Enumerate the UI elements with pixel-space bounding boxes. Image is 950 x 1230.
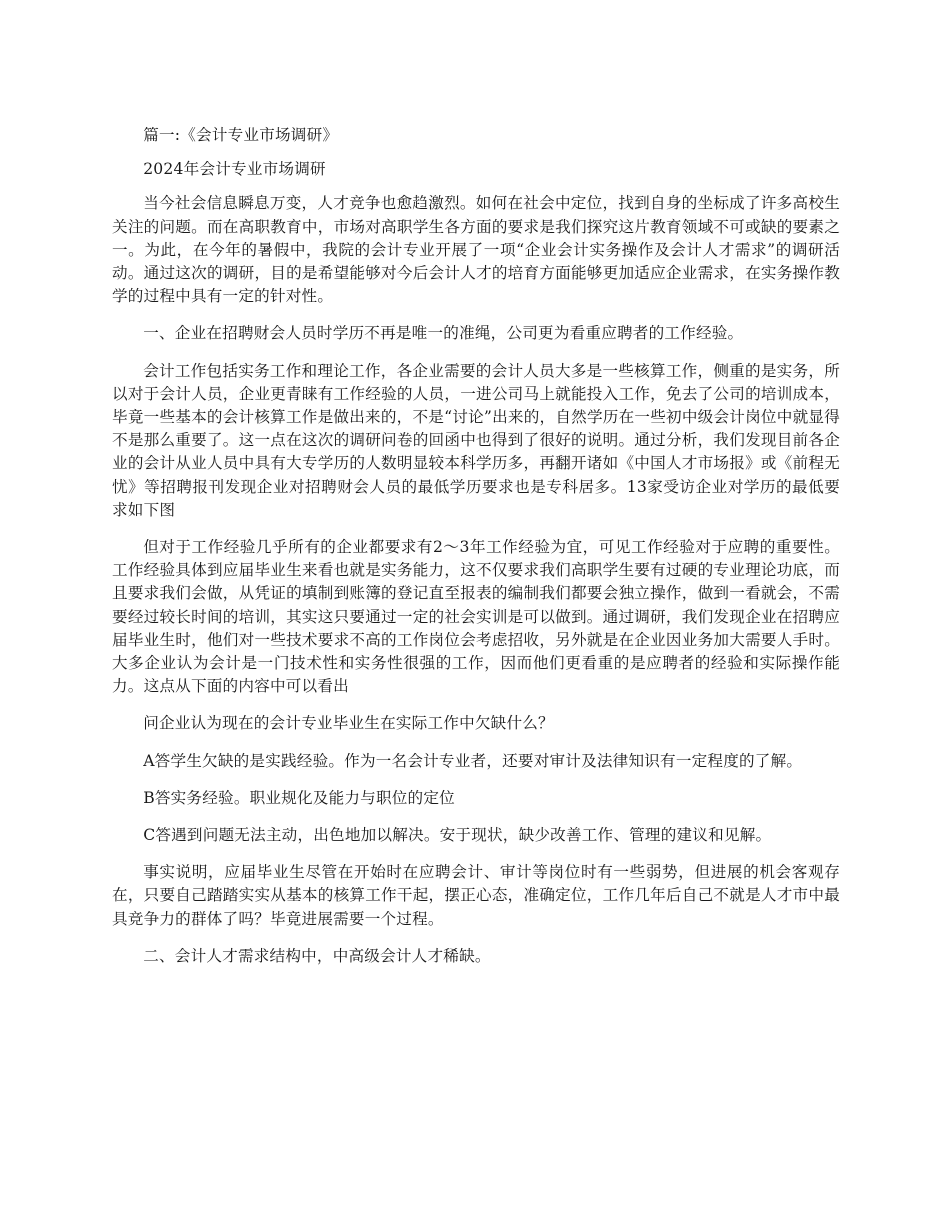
- question-text: 问企业认为现在的会计专业毕业生在实际工作中欠缺什么？: [143, 714, 554, 733]
- answer-b: B答实务经验。职业规化及能力与职位的定位: [143, 788, 455, 807]
- paragraph-accounting-work: 会计工作包括实务工作和理论工作，各企业需要的会计人员大多是一些核算工作，侧重的是实务，所以对于会计人员，企业更青睐有工作经验的人员，一进公司马上就能投入工作，免去了公司的培训成本，毕竟一些基本的会计核算工作是做出来的，不是“讨论”出来的，自然学历在一些初中级会计岗位中就显得不是那么重要了。这一点在这次的调研问卷的回函中也得到了很好的说明。通过分析，我们发现目前各企业的会计从业人员中具有大专学历的人数明显较本科学历多，再翻开诸如《中国人才市场报》或《前程无忧》等招聘报刊发现企业对招聘财会人员的最低学历要求也是专科居多。13家受访企业对学历的最低要求如下图: [112, 361, 840, 519]
- section-label: 篇一:《会计专业市场调研》: [143, 126, 339, 144]
- answer-a: A答学生欠缺的是实践经验。作为一名会计专业者，还要对审计及法律知识有一定程度的了解。: [143, 751, 803, 770]
- paragraph-work-experience: 但对于工作经验几乎所有的企业都要求有2～3年工作经验为宜，可见工作经验对于应聘的重要性。工作经验具体到应届毕业生来看也就是实务能力，这不仅要求我们高职学生要有过硬的专业理论功底，而且要求我们会做，从凭证的填制到账簿的登记直至报表的编制我们都要会独立操作，做到一看就会，不需要经过较长时间的培训，其实这只要通过一定的社会实训是可以做到。通过调研，我们发现企业在招聘应届毕业生时，他们对一些技术要求不高的工作岗位会考虑招收，另外就是在企业因业务加大需要人手时。大多企业认为会计是一门技术性和实务性很强的工作，因而他们更看重的是应聘者的经验和实际操作能力。这点从下面的内容中可以看出: [112, 538, 840, 696]
- heading-section-one: 一、企业在招聘财会人员时学历不再是唯一的准绳，公司更为看重应聘者的工作经验。: [143, 324, 744, 343]
- document-body: [112, 124, 840, 968]
- document-title: 2024年会计专业市场调研: [143, 160, 326, 179]
- paragraph-conclusion: 事实说明，应届毕业生尽管在开始时在应聘会计、审计等岗位时有一些弱势，但进展的机会客观存在，只要自己踏踏实实从基本的核算工作干起，摆正心态，准确定位，工作几年后自己不就是人才市中最具竞争力的群体了吗？毕竟进展需要一个过程。: [112, 863, 840, 928]
- heading-section-two: 二、会计人才需求结构中，中高级会计人才稀缺。: [143, 946, 491, 965]
- paragraph-intro: 当今社会信息瞬息万变，人才竞争也愈趋激烈。如何在社会中定位，找到自身的坐标成了许多高校生关注的问题。而在高职教育中，市场对高职学生各方面的要求是我们探究这片教育领域不可或缺的要素之一。为此，在今年的暑假中，我院的会计专业开展了一项“企业会计实务操作及会计人才需求”的调研活动。通过这次的调研，目的是希望能够对今后会计人才的培育方面能够更加适应企业需求，在实务操作教学的过程中具有一定的针对性。: [112, 194, 840, 306]
- answer-c: C答遇到问题无法主动，出色地加以解决。安于现状，缺少改善工作、管理的建议和见解。: [143, 826, 772, 845]
